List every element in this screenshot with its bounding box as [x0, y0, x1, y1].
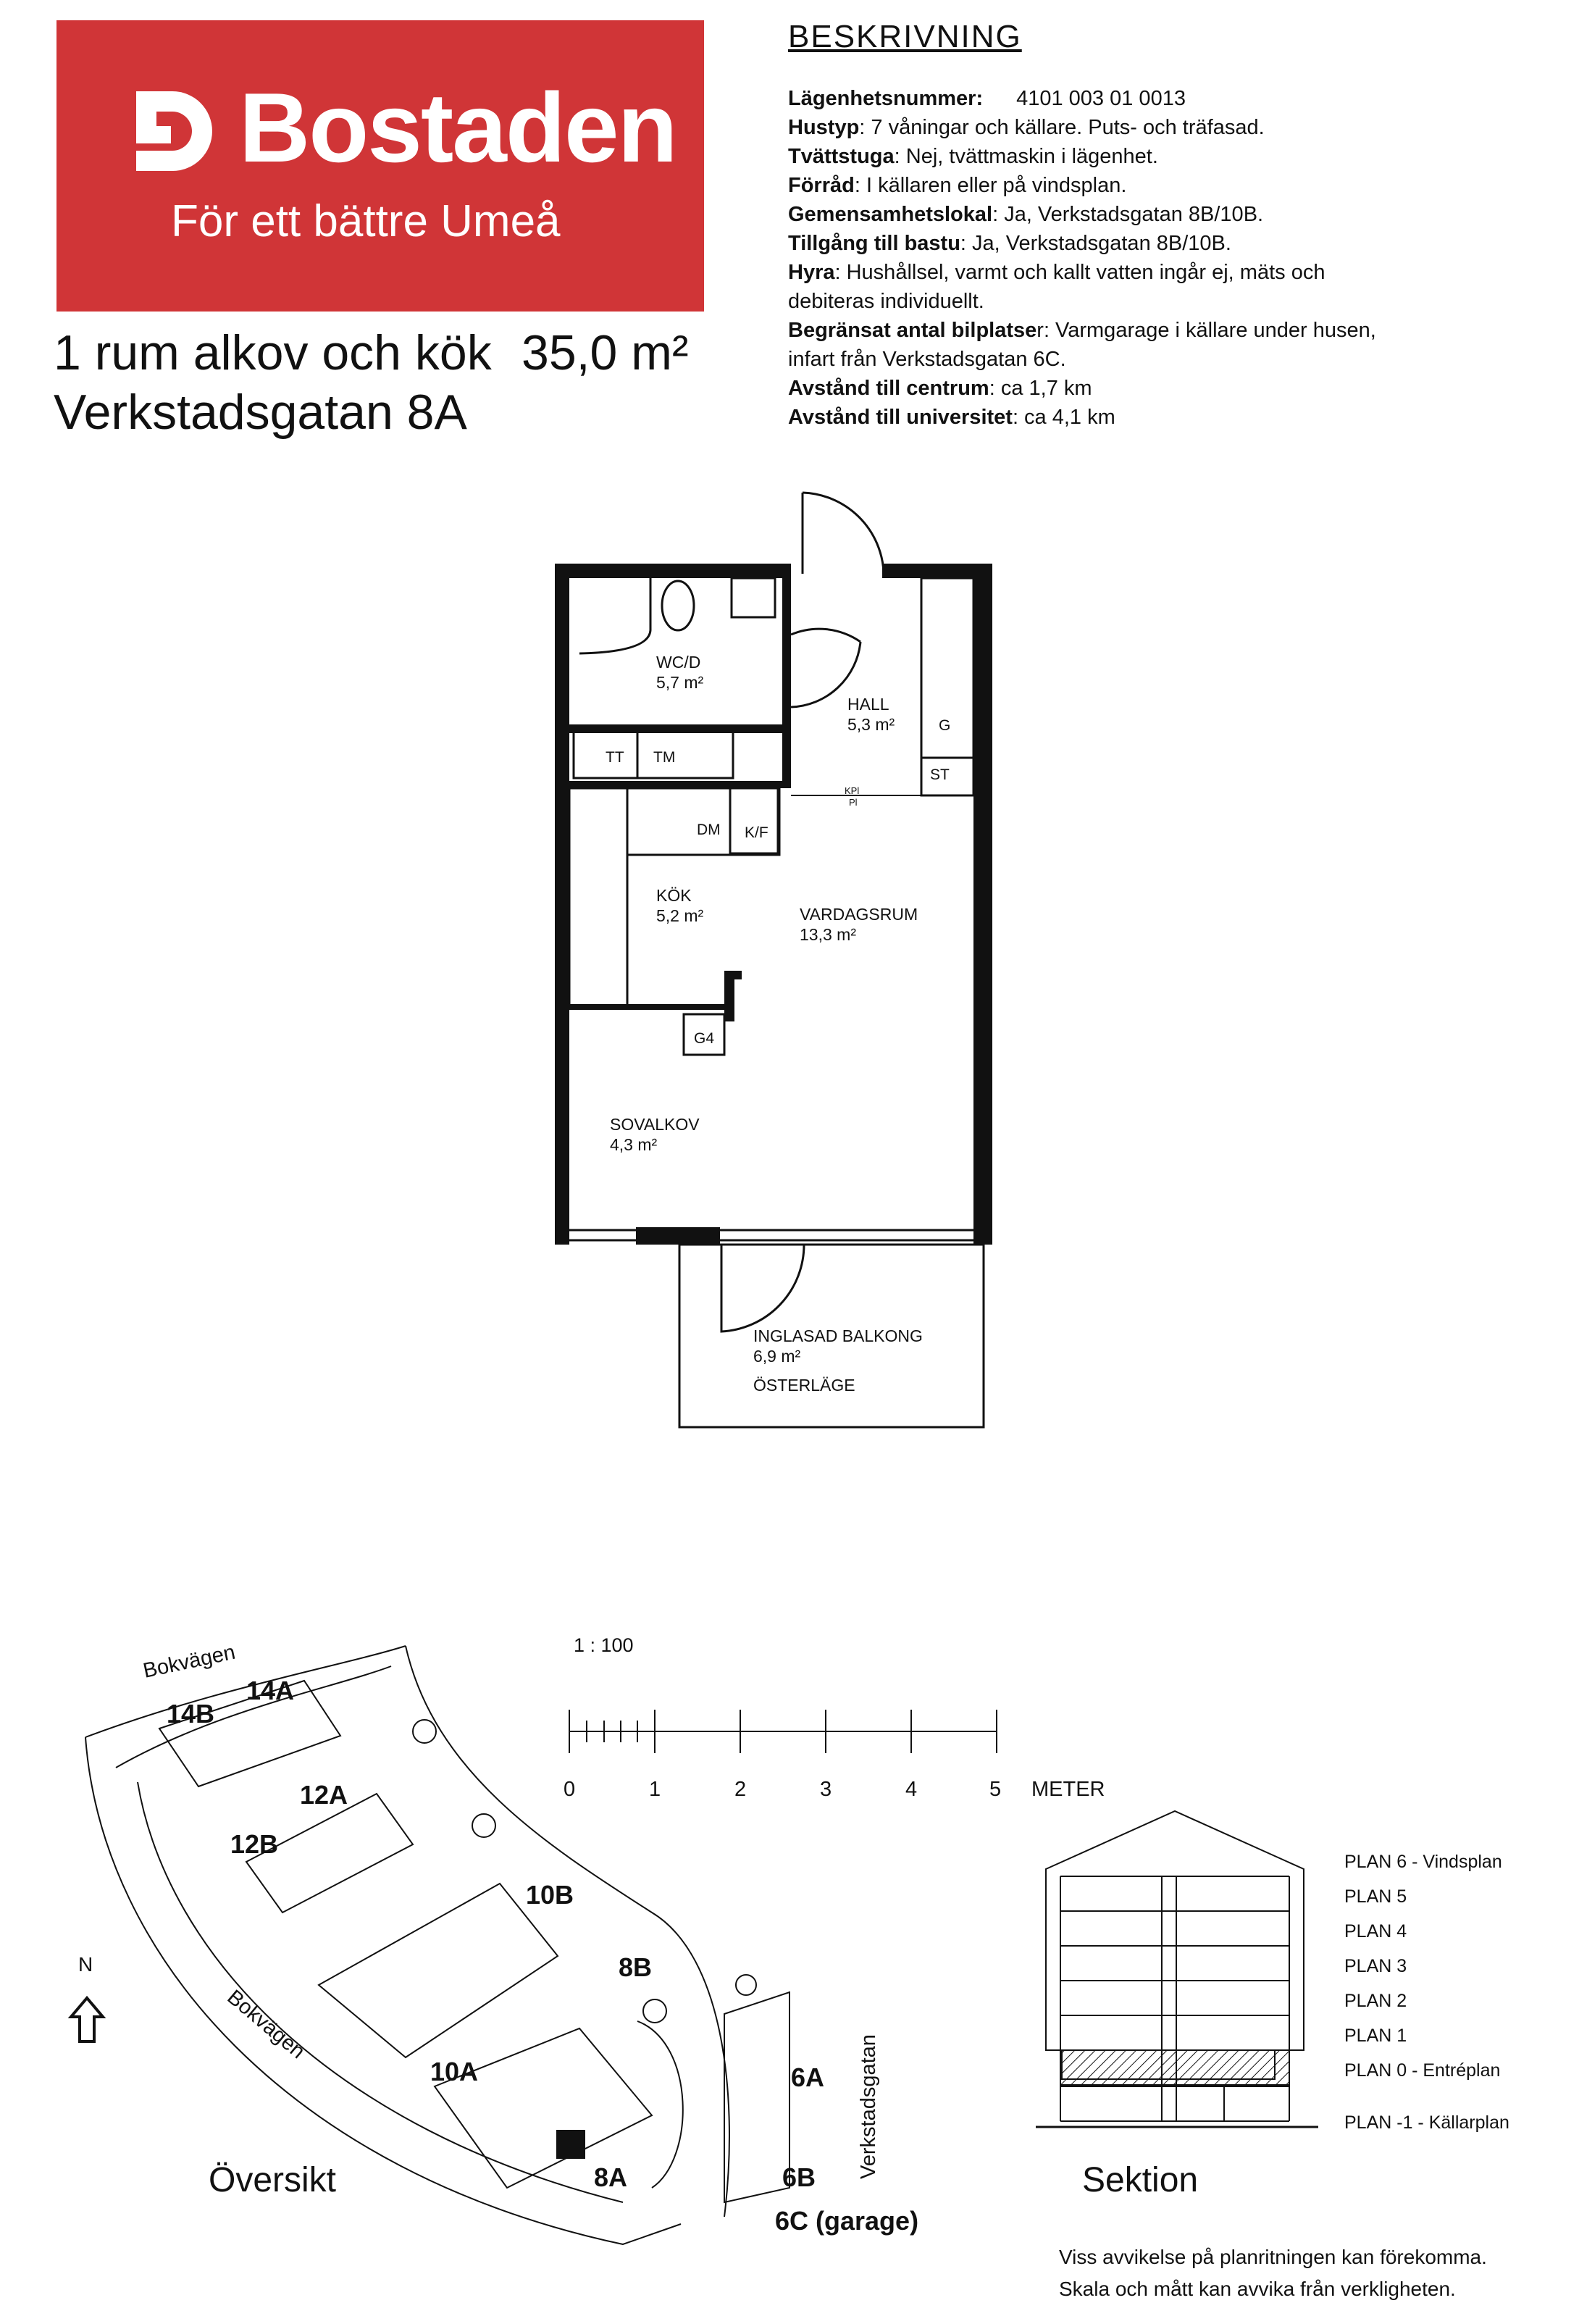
scale-tick: 2	[734, 1778, 747, 1801]
north-label: N	[78, 1953, 93, 1976]
description-line: debiteras individuellt.	[788, 290, 984, 313]
street-label: Bokvägen	[141, 1640, 238, 1683]
description-line: Hyra: Hushållsel, varmt och kallt vatten ingår ej, mäts och	[788, 261, 1325, 284]
north-arrow-icon	[65, 1995, 109, 2053]
section-title: Sektion	[1082, 2161, 1199, 2199]
scale-tick: 1	[649, 1778, 661, 1801]
site-map-title: Översikt	[209, 2161, 337, 2199]
room-area: 13,3 m²	[800, 925, 856, 944]
building-label: 6B	[782, 2162, 816, 2192]
section-drawing	[1029, 1804, 1333, 2144]
section-level: PLAN 1	[1344, 2026, 1407, 2046]
wall-west	[555, 564, 569, 1245]
description-line: Lägenhetsnummer: 4101 003 01 0013	[788, 87, 1186, 110]
room-label: VARDAGSRUM	[800, 905, 918, 924]
road-edge	[85, 1737, 681, 2244]
room-area: 4,3 m²	[610, 1135, 658, 1154]
scale-tick: 4	[905, 1778, 918, 1801]
disclaimer-line: Skala och mått kan avvika från verkligheten.	[1059, 2278, 1456, 2300]
description-line: infart från Verkstadsgatan 6C.	[788, 348, 1066, 371]
scale-tick: 5	[989, 1778, 1002, 1801]
room-label: WC/D	[656, 653, 701, 672]
scale-tick: 3	[820, 1778, 832, 1801]
description-line: Begränsat antal bilplatser: Varmgarage i källare under husen,	[788, 319, 1376, 342]
building-6	[724, 1992, 790, 2202]
scale-label: 1 : 100	[574, 1634, 634, 1656]
apartment-address: Verkstadsgatan 8A	[54, 385, 467, 440]
room-area: 5,7 m²	[656, 673, 704, 692]
section-level: PLAN 3	[1344, 1956, 1407, 1976]
building-label: 8B	[619, 1952, 653, 1982]
section-level: PLAN 0 - Entréplan	[1344, 2060, 1501, 2081]
room-label: KÖK	[656, 886, 692, 905]
brand-tagline: För ett bättre Umeå	[171, 196, 561, 246]
street-label: Bokvägen	[222, 1985, 309, 2064]
room-area: 6,9 m²	[753, 1347, 801, 1366]
section-level: PLAN 5	[1344, 1886, 1407, 1907]
wall-wc-south2	[782, 724, 791, 788]
wall-south-mid	[636, 1227, 720, 1245]
brand-name: Bostaden	[239, 72, 677, 183]
description-line: Gemensamhetslokal: Ja, Verkstadsgatan 8B/10B.	[788, 203, 1264, 226]
wall-wc-hall	[782, 564, 791, 737]
scale-unit: METER	[1031, 1778, 1105, 1801]
apartment-type: 1 rum alkov och kök	[54, 325, 492, 380]
section-level: PLAN 2	[1344, 1991, 1407, 2011]
building-label: 14A	[246, 1676, 295, 1705]
building-label: 12A	[300, 1780, 348, 1810]
fixture-g4: G4	[694, 1030, 715, 1047]
building-label: 14B	[167, 1699, 215, 1729]
section-level: PLAN 6 - Vindsplan	[1344, 1852, 1502, 1872]
room-note: ÖSTERLÄGE	[753, 1376, 855, 1395]
building-label: 10B	[526, 1880, 574, 1910]
section-level: PLAN -1 - Källarplan	[1344, 2112, 1509, 2133]
description-line: Avstånd till centrum: ca 1,7 km	[788, 377, 1092, 400]
road-edge	[85, 1646, 406, 1737]
building-10	[319, 1884, 558, 2057]
wall-north-left	[555, 564, 785, 578]
description-line: Tvättstuga: Nej, tvättmaskin i lägenhet.	[788, 145, 1158, 168]
fixture-tt: TT	[606, 749, 624, 766]
description-line: Förråd: I källaren eller på vindsplan.	[788, 174, 1127, 197]
fixture-tm: TM	[653, 749, 676, 766]
room-label: INGLASAD BALKONG	[753, 1326, 923, 1345]
room-label: SOVALKOV	[610, 1115, 700, 1134]
bostaden-logo-icon	[129, 84, 223, 178]
section-level: PLAN 4	[1344, 1921, 1407, 1941]
scale-tick: 0	[564, 1778, 576, 1801]
building-label: 6A	[791, 2062, 825, 2092]
apartment-area: 35,0 m²	[522, 325, 689, 380]
description-heading: BESKRIVNING	[788, 19, 1022, 54]
fixture-kf: K/F	[745, 824, 768, 841]
room-area: 5,2 m²	[656, 906, 704, 925]
floor-plan	[507, 464, 1014, 1449]
building-label: 6C (garage)	[775, 2206, 919, 2236]
building-label: 12B	[230, 1829, 279, 1859]
description-line: Avstånd till universitet: ca 4,1 km	[788, 406, 1115, 429]
description-line: Hustyp: 7 våningar och källare. Puts- och träfasad.	[788, 116, 1265, 139]
description-line: Tillgång till bastu: Ja, Verkstadsgatan 8B/10B.	[788, 232, 1231, 255]
fixture-g: G	[939, 717, 951, 734]
wall-east	[973, 564, 992, 1245]
highlight-8a	[556, 2130, 585, 2159]
building-label: 10A	[430, 2057, 479, 2086]
room-area: 5,3 m²	[847, 715, 895, 734]
room-label: HALL	[847, 695, 889, 714]
disclaimer-line: Viss avvikelse på planritningen kan förekomma.	[1059, 2246, 1487, 2268]
street-label: Verkstadsgatan	[857, 2034, 880, 2179]
site-map	[72, 1623, 971, 2275]
fixture-pl: Pl	[849, 797, 858, 808]
fixture-kpl: KPl	[845, 785, 860, 796]
fixture-st: ST	[930, 766, 950, 783]
fixture-dm: DM	[697, 822, 721, 838]
building-label: 8A	[594, 2162, 628, 2192]
